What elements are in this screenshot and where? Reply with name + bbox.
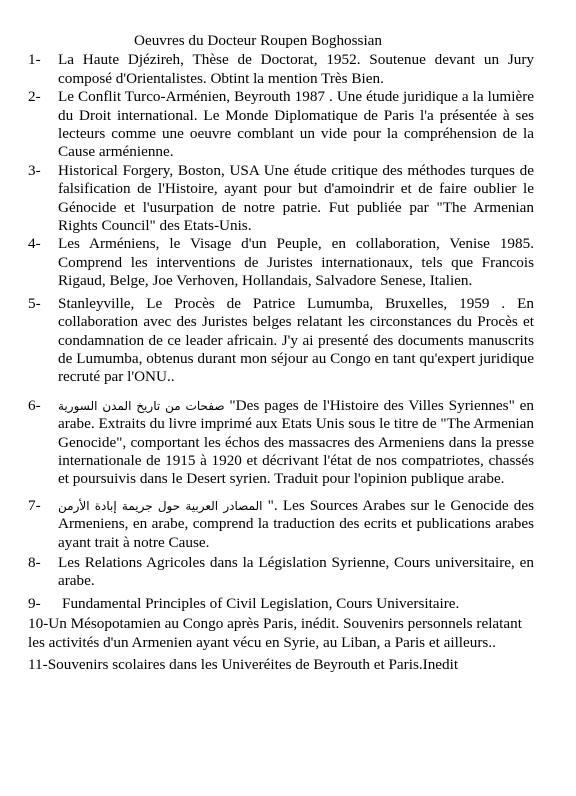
item-number: 4- bbox=[28, 235, 41, 253]
item-text: Les Arméniens, le Visage d'un Peuple, en collaboration, Venise 1985. Comprend les interventions de Juristes internationaux, tels que Francois Rigaud, Belge, Joe Verhoven, Hollandais, Salvadore Senese, Italien. bbox=[58, 235, 534, 290]
item-number: 6- bbox=[28, 396, 41, 414]
list-item bbox=[28, 295, 534, 387]
item-text: La Haute Djézireh, Thèse de Doctorat, 1952. Soutenue devant un Jury composé d'Orientalistes. Obtint la mention Très Bien. bbox=[58, 51, 534, 87]
item-number: 5- bbox=[28, 294, 41, 312]
item-text: Souvenirs scolaires dans les Univeréites de Beyrouth et Paris.Inedit bbox=[47, 656, 459, 673]
list-item bbox=[28, 397, 534, 489]
list-item bbox=[28, 615, 534, 652]
document-title: Oeuvres du Docteur Roupen Boghossian bbox=[134, 32, 383, 49]
list-item bbox=[28, 595, 534, 613]
item-number: 10- bbox=[28, 615, 49, 633]
list-item bbox=[28, 51, 534, 88]
item-text: Le Conflit Turco-Arménien, Beyrouth 1987 . Une étude juridique a la lumière du Droit international. Le Monde Diplomatique de Paris l'a présentée à ses lecteurs comme une oeuvre comblant un vide pour la compréhension de la Cause arménienne. bbox=[58, 88, 534, 161]
item-number: 1- bbox=[28, 51, 41, 69]
item-text bbox=[58, 397, 534, 489]
arabic-title: صفحات من تاريخ المدن السورية bbox=[58, 398, 225, 413]
list-item bbox=[28, 235, 534, 290]
item-text-body: ". Les Sources Arabes sur le Genocide des Armeniens, en arabe, comprend la traduction des ecrits et publications arabes ayant trait à notre Cause. bbox=[58, 496, 535, 551]
item-text: Stanleyville, Le Procès de Patrice Lumumba, Bruxelles, 1959 . En collaboration avec des Juristes belges relatant les circonstances du Procès et condamnation de ce leader africain. J'y ai presenté des documents manuscrits de Lumumba, obtenus durant mon séjour au Congo en tant qu'expert juridique recruté par l'ONU.. bbox=[58, 294, 534, 386]
list-item bbox=[28, 497, 534, 552]
item-text bbox=[58, 497, 534, 552]
list-item bbox=[28, 656, 534, 674]
item-number: 7- bbox=[28, 496, 41, 514]
arabic-title: المصادر العربية حول جريمة إبادة الأرمن bbox=[58, 498, 263, 513]
item-number: 2- bbox=[28, 88, 41, 106]
item-number: 8- bbox=[28, 553, 41, 571]
spacer bbox=[28, 489, 534, 495]
item-number: 3- bbox=[28, 161, 41, 179]
spacer bbox=[28, 387, 534, 393]
list-item bbox=[28, 88, 534, 162]
item-number: 11- bbox=[28, 656, 48, 673]
item-text: Les Relations Agricoles dans la Législation Syrienne, Cours universitaire, en arabe. bbox=[58, 553, 534, 590]
item-text: Fundamental Principles of Civil Legislation, Cours Universitaire. bbox=[62, 594, 460, 612]
item-text: Un Mésopotamien au Congo après Paris, inédit. Souvenirs personnels relatant les activités d'un Armenien ayant vécu en Syrie, au Liban, a Paris et ailleurs.. bbox=[28, 615, 522, 651]
item-number: 9- bbox=[28, 594, 41, 612]
list-item bbox=[28, 162, 534, 236]
item-text: Historical Forgery, Boston, USA Une étude critique des méthodes turques de falsification de l'Histoire, ayant pour but d'amoindrir et de faire oublier le Génocide et l'usurpation de notre patrie. Fut publiée par "The Armenian Rights Council" des Etats-Unis. bbox=[58, 161, 534, 235]
item-text-body: "Des pages de l'Histoire des Villes Syriennes" en arabe. Extraits du livre imprimé aux Etats Unis sous le titre de "The Armenian Genocide", comportant les échos des massacres des Armeniens dans la presse internationale de 1915 à 1920 et décrivant l'état de nos compatriotes, chassés et poursuivis dans le Desert syrien. Traduit pour l'opinion publique arabe. bbox=[58, 396, 534, 488]
list-item bbox=[28, 554, 534, 591]
